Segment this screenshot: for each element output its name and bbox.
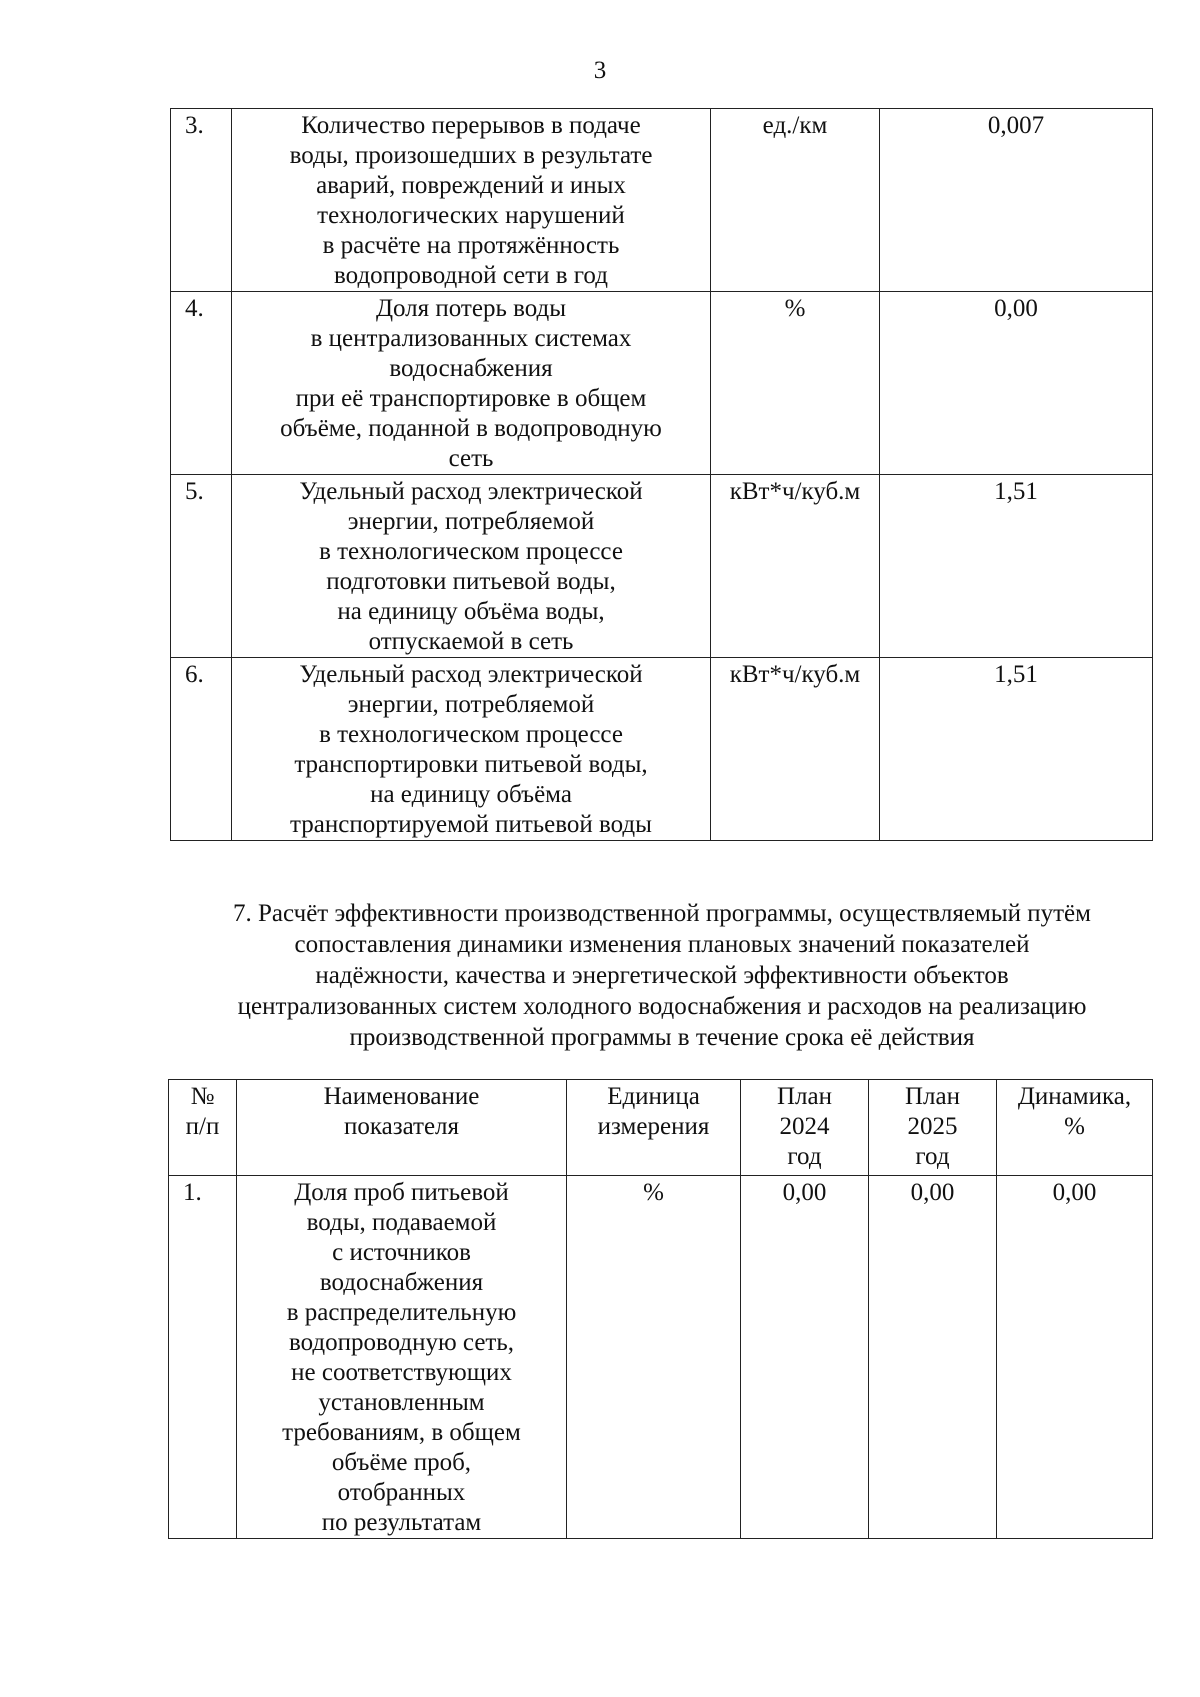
header-text: 2024: [779, 1113, 830, 1140]
section-title-line: производственной программы в течение срока её действия: [349, 1024, 975, 1051]
header-unit: [567, 1080, 741, 1176]
row-name-line: объёме проб,: [331, 1449, 472, 1476]
row-name: [232, 475, 711, 658]
section-7-title: [170, 898, 1154, 1053]
header-text: План: [776, 1083, 832, 1110]
row-name-line: водопроводную сеть,: [288, 1329, 515, 1356]
row-num: 4.: [171, 292, 232, 475]
row-name-line: сеть: [448, 445, 494, 472]
row-num: 1.: [169, 1176, 237, 1539]
header-text: п/п: [185, 1113, 220, 1140]
row-name-line: в централизованных системах: [310, 325, 632, 352]
row-name: [232, 109, 711, 292]
row-plan-2025: 0,00: [869, 1176, 997, 1539]
row-name-line: установленным: [318, 1389, 485, 1416]
section-title-line: централизованных систем холодного водоснабжения и расходов на реализацию: [237, 993, 1087, 1020]
row-name-line: водопроводной сети в год: [334, 262, 608, 289]
indicators-table: [170, 108, 1153, 841]
table-row: [171, 292, 1153, 475]
row-value: 0,007: [880, 109, 1153, 292]
row-dynamics: 0,00: [997, 1176, 1153, 1539]
row-name-line: с источников: [332, 1239, 471, 1266]
row-num: 6.: [171, 658, 232, 841]
header-text: год: [915, 1143, 950, 1170]
header-plan-2024: [741, 1080, 869, 1176]
row-value: 1,51: [880, 658, 1153, 841]
row-name-line: технологических нарушений: [317, 202, 625, 229]
header-text: измерения: [597, 1113, 710, 1140]
header-text: 2025: [907, 1113, 958, 1140]
row-unit: ед./км: [711, 109, 880, 292]
row-num: 3.: [171, 109, 232, 292]
row-value: 1,51: [880, 475, 1153, 658]
row-value: 0,00: [880, 292, 1153, 475]
row-name-line: энергии, потребляемой: [347, 508, 595, 535]
row-name-line: водоснабжения: [319, 1269, 484, 1296]
header-text: Наименование: [323, 1083, 480, 1110]
table-row: [171, 109, 1153, 292]
efficiency-table: [168, 1079, 1153, 1539]
row-name-line: Количество перерывов в подаче: [301, 112, 641, 139]
row-unit: %: [711, 292, 880, 475]
row-unit: кВт*ч/куб.м: [711, 658, 880, 841]
header-text: План: [904, 1083, 960, 1110]
row-name-line: не соответствующих: [291, 1359, 512, 1386]
row-name: [237, 1176, 567, 1539]
header-text: %: [1064, 1113, 1085, 1140]
row-name-line: воды, подаваемой: [306, 1209, 497, 1236]
row-name-line: объёме, поданной в водопроводную: [280, 415, 662, 442]
row-name-line: Удельный расход электрической: [299, 478, 643, 505]
header-text: Динамика,: [1017, 1083, 1132, 1110]
section-title-line: 7. Расчёт эффективности производственной программы, осуществляемый путём: [233, 900, 1091, 927]
row-name: [232, 292, 711, 475]
header-text: показателя: [343, 1113, 460, 1140]
row-name-line: в распределительную: [286, 1299, 517, 1326]
row-name: [232, 658, 711, 841]
row-name-line: на единицу объёма: [370, 781, 572, 808]
row-name-line: водоснабжения: [389, 355, 553, 382]
row-plan-2024: 0,00: [741, 1176, 869, 1539]
row-name-line: аварий, повреждений и иных: [316, 172, 626, 199]
header-text: год: [787, 1143, 822, 1170]
row-name-line: по результатам: [321, 1509, 482, 1536]
row-name-line: отпускаемой в сеть: [368, 628, 574, 655]
table-row: [169, 1176, 1153, 1539]
row-name-line: Доля проб питьевой: [294, 1179, 509, 1206]
header-num: [169, 1080, 237, 1176]
row-name-line: в расчёте на протяжённость: [322, 232, 620, 259]
table-row: [171, 658, 1153, 841]
row-name-line: требованиям, в общем: [282, 1419, 521, 1446]
row-unit: %: [567, 1176, 741, 1539]
page-number: 3: [593, 57, 607, 84]
row-num: 5.: [171, 475, 232, 658]
row-name-line: отобранных: [337, 1479, 466, 1506]
header-text: Единица: [607, 1083, 700, 1110]
row-name-line: Удельный расход электрической: [299, 661, 643, 688]
header-dynamics: [997, 1080, 1153, 1176]
row-name-line: воды, произошедших в результате: [289, 142, 653, 169]
row-name-line: в технологическом процессе: [319, 538, 623, 565]
header-name: [237, 1080, 567, 1176]
row-name-line: при её транспортировке в общем: [295, 385, 647, 412]
section-title-line: надёжности, качества и энергетической эффективности объектов: [315, 962, 1009, 989]
row-name-line: транспортировки питьевой воды,: [294, 751, 648, 778]
header-text: №: [190, 1083, 215, 1110]
row-name-line: энергии, потребляемой: [347, 691, 595, 718]
row-name-line: в технологическом процессе: [319, 721, 623, 748]
row-name-line: Доля потерь воды: [375, 295, 567, 322]
table-header-row: [169, 1080, 1153, 1176]
section-title-line: сопоставления динамики изменения плановых значений показателей: [294, 931, 1030, 958]
header-plan-2025: [869, 1080, 997, 1176]
table-row: [171, 475, 1153, 658]
row-name-line: транспортируемой питьевой воды: [290, 811, 652, 838]
row-unit: кВт*ч/куб.м: [711, 475, 880, 658]
row-name-line: на единицу объёма воды,: [337, 598, 605, 625]
row-name-line: подготовки питьевой воды,: [326, 568, 616, 595]
